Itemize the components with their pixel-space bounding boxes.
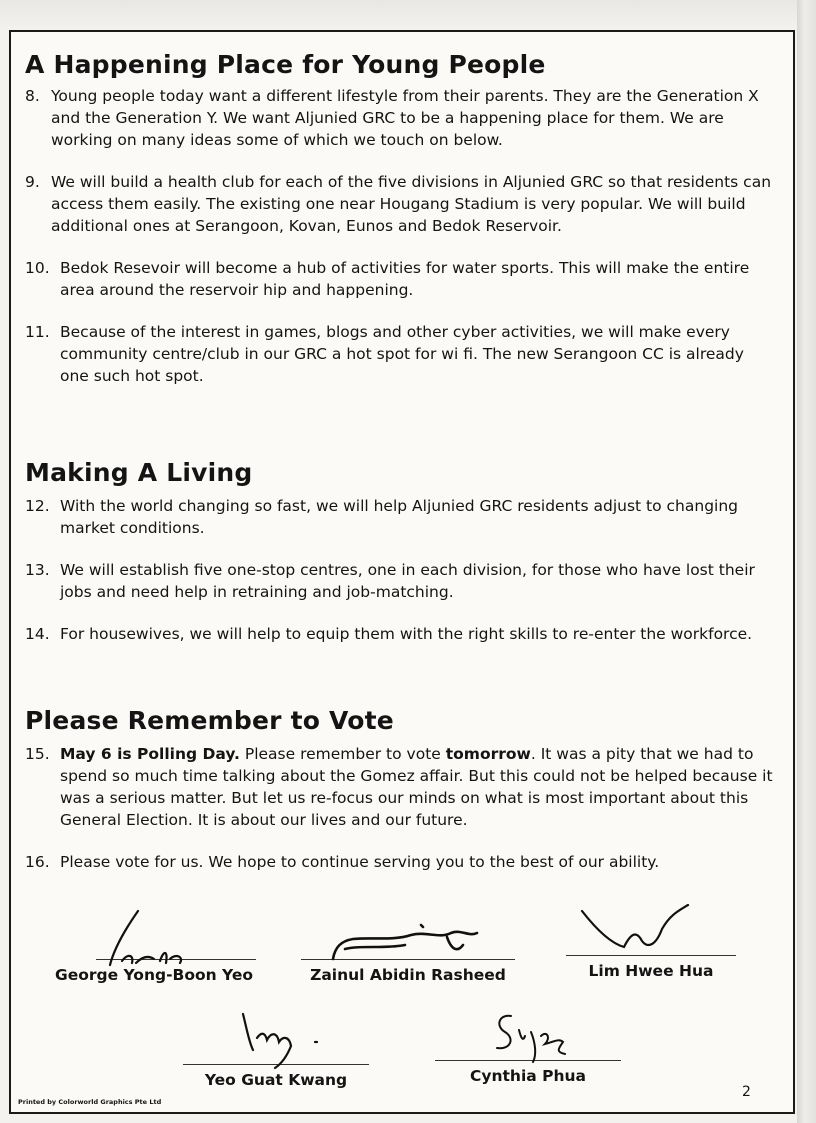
page-right-edge	[797, 0, 816, 1123]
tomorrow-text: tomorrow	[445, 745, 531, 763]
signature-lim-hwee-hua	[566, 915, 736, 975]
item-text: Because of the interest in games, blogs and other cyber activities, we will make every community centre/club in our GRC a hot spot for wi fi. The new Serangoon CC is already one such hot spot.	[60, 323, 744, 385]
signatory-name: George Yong-Boon Yeo	[54, 966, 254, 984]
item-number: 13.	[25, 561, 50, 579]
item-number: 14.	[25, 625, 50, 643]
section-happening	[25, 50, 779, 407]
item-number: 8.	[25, 87, 40, 105]
item-text: For housewives, we will help to equip them with the right skills to re-enter the workforce.	[60, 625, 753, 643]
signature-george-yeo	[52, 919, 256, 979]
printer-credit: Printed by Colorworld Graphics Pte Ltd	[18, 1098, 162, 1106]
item-text: We will build a health club for each of the five divisions in Aljunied GRC so that residents can access them easily. The existing one near Hougang Stadium is very popular. We will build additional ones at Serangoon, Kovan, Eunos and Bedok Reservoir.	[51, 173, 772, 235]
signature-block-yeo-guat-kwang	[183, 1064, 369, 1089]
list-item	[25, 495, 779, 539]
signatory-name: Lim Hwee Hua	[588, 962, 714, 980]
signature-block-cynthia-phua	[435, 1060, 621, 1085]
item-number: 15.	[25, 745, 50, 763]
list-living	[25, 495, 779, 645]
item-text: Please remember to vote	[239, 745, 446, 763]
list-item	[25, 171, 779, 237]
signature-yeo-guat-kwang	[183, 1002, 369, 1072]
signature-block-lim-hwee-hua	[566, 955, 736, 980]
list-item	[25, 85, 779, 151]
signature-cynthia-phua	[435, 1002, 621, 1072]
signature-zainul-rasheed	[301, 919, 515, 979]
signatory-name: Cynthia Phua	[469, 1067, 586, 1085]
signatory-name: Yeo Guat Kwang	[204, 1071, 348, 1089]
signature-block-zainul-rasheed	[301, 959, 515, 984]
heading-happening: A Happening Place for Young People	[25, 50, 546, 79]
heading-vote: Please Remember to Vote	[25, 706, 394, 735]
content-frame	[9, 30, 795, 1114]
item-text: . It was a pity that we had to spend so much time talking about the Gomez affair. But this could not be helped because it was a serious matter. But let us re-focus our minds on what is most important about this General Election. It is about our lives and our future.	[60, 745, 773, 829]
page-top-edge	[0, 0, 816, 30]
list-item	[25, 257, 779, 301]
list-item	[25, 559, 779, 603]
item-number: 11.	[25, 323, 50, 341]
item-number: 10.	[25, 259, 50, 277]
signature-block-george-yeo	[52, 959, 256, 984]
polling-day-text: May 6 is Polling Day.	[60, 745, 240, 763]
list-item	[25, 851, 779, 873]
list-happening	[25, 85, 779, 387]
section-living	[25, 458, 779, 665]
page-number: 2	[742, 1084, 751, 1100]
list-vote	[25, 743, 779, 873]
item-text: With the world changing so fast, we will help Aljunied GRC residents adjust to changing market conditions.	[60, 497, 739, 537]
list-item	[25, 743, 779, 831]
section-vote	[25, 706, 779, 893]
item-number: 16.	[25, 853, 50, 871]
signatory-name: Zainul Abidin Rasheed	[310, 966, 506, 984]
list-item	[25, 623, 779, 645]
item-number: 12.	[25, 497, 50, 515]
list-item	[25, 321, 779, 387]
item-text: Bedok Resevoir will become a hub of activities for water sports. This will make the entire area around the reservoir hip and happening.	[60, 259, 750, 299]
heading-living: Making A Living	[25, 458, 253, 487]
item-text: Please vote for us. We hope to continue serving you to the best of our ability.	[60, 853, 660, 871]
item-text: We will establish five one-stop centres, one in each division, for those who have lost their jobs and need help in retraining and job-matching.	[60, 561, 755, 601]
item-text: Young people today want a different lifestyle from their parents. They are the Generation X and the Generation Y. We want Aljunied GRC to be a happening place for them. We are working on many ideas some of which we touch on below.	[51, 87, 759, 149]
item-number: 9.	[25, 173, 40, 191]
